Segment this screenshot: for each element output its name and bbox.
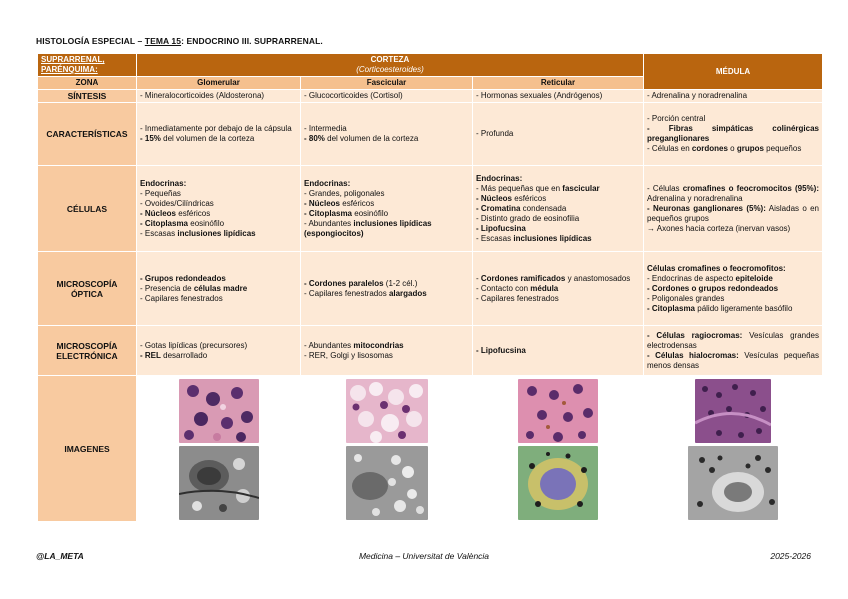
- row-label-microscopia-optica: MICROSCOPÍA ÓPTICA: [38, 252, 137, 326]
- celulas-fascicular: Endocrinas: - Grandes, poligonales - Núcleos esféricos - Citoplasma eosinófilo - Abundantes inclusiones lipídicas (espongiocitos): [301, 166, 473, 252]
- fascicular-electron-image: [346, 446, 428, 520]
- row-label-caracteristicas: CARACTERÍSTICAS: [38, 103, 137, 166]
- caracteristicas-fascicular: - Intermedia - 80% del volumen de la corteza: [301, 103, 473, 166]
- sintesis-reticular: - Hormonas sexuales (Andrógenos): [473, 90, 644, 103]
- imagenes-glomerular: [137, 376, 301, 522]
- reticular-histology-image: [518, 379, 598, 443]
- footer-institution: Medicina – Universitat de València: [358, 551, 490, 561]
- sintesis-glomerular: - Mineralocorticoides (Aldosterona): [137, 90, 301, 103]
- celulas-glomerular: Endocrinas: - Pequeñas - Ovoides/Cilíndricas - Núcleos esféricos - Citoplasma eosinófilo - Escasas inclusiones lipídicas: [137, 166, 301, 252]
- optica-medula: Células cromafines o feocromofitos: - Endocrinas de aspecto epiteloide - Cordones o grupos redondeados - Poligonales grandes - Citoplasma pálido ligeramente basófilo: [644, 252, 823, 326]
- medula-electron-image: [688, 446, 778, 520]
- imagenes-fascicular: [301, 376, 473, 522]
- electronica-fascicular: - Abundantes mitocondrias - RER, Golgi y lisosomas: [301, 326, 473, 376]
- imagenes-reticular: [473, 376, 644, 522]
- medula-header: MÉDULA: [644, 54, 823, 90]
- zone-reticular-header: Reticular: [473, 77, 644, 90]
- fascicular-histology-image: [346, 379, 428, 443]
- row-label-microscopia-electronica: MICROSCOPÍA ELECTRÓNICA: [38, 326, 137, 376]
- glomerular-electron-image: [179, 446, 259, 520]
- zona-label: ZONA: [38, 77, 137, 90]
- sintesis-fascicular: - Glucocorticoides (Cortisol): [301, 90, 473, 103]
- caracteristicas-glomerular: - Inmediatamente por debajo de la cápsula - 15% del volumen de la corteza: [137, 103, 301, 166]
- row-label-celulas: CÉLULAS: [38, 166, 137, 252]
- sintesis-medula: - Adrenalina y noradrenalina: [644, 90, 823, 103]
- zone-fascicular-header: Fascicular: [301, 77, 473, 90]
- glomerular-histology-image: [179, 379, 259, 443]
- optica-fascicular: - Cordones paralelos (1-2 cél.) - Capilares fenestrados alargados: [301, 252, 473, 326]
- electronica-medula: - Células ragiocromas: Vesículas grandes electrodensas - Células hialocromas: Vesículas pequeñas menos densas: [644, 326, 823, 376]
- caracteristicas-medula: - Porción central - Fibras simpáticas colinérgicas preganglionares - Células en cordones o grupos pequeños: [644, 103, 823, 166]
- suprarrenal-table: [37, 53, 823, 522]
- row-label-sintesis: SÍNTESIS: [38, 90, 137, 103]
- footer-year: 2025-2026: [770, 551, 811, 561]
- medula-histology-image: [695, 379, 771, 443]
- zone-glomerular-header: Glomerular: [137, 77, 301, 90]
- electronica-glomerular: - Gotas lipídicas (precursores) - REL desarrollado: [137, 326, 301, 376]
- document-title: HISTOLOGÍA ESPECIAL – TEMA 15: ENDOCRINO III. SUPRARRENAL.: [36, 36, 323, 46]
- imagenes-medula: [644, 376, 823, 522]
- footer-author: @LA_META: [36, 551, 84, 561]
- optica-glomerular: - Grupos redondeados - Presencia de células madre - Capilares fenestrados: [137, 252, 301, 326]
- corner-header: SUPRARRENAL, PARÉNQUIMA:: [38, 54, 137, 77]
- celulas-reticular: Endocrinas: - Más pequeñas que en fascicular - Núcleos esféricos - Cromatina condensada - Distinto grado de eosinofilia - Lipofucsina - Escasas inclusiones lipídicas: [473, 166, 644, 252]
- electronica-reticular: - Lipofucsina: [473, 326, 644, 376]
- reticular-electron-image: [518, 446, 598, 520]
- optica-reticular: - Cordones ramificados y anastomosados - Contacto con médula - Capilares fenestrados: [473, 252, 644, 326]
- caracteristicas-reticular: - Profunda: [473, 103, 644, 166]
- row-label-imagenes: IMAGENES: [38, 376, 137, 522]
- corteza-header: CORTEZA (Corticoesteroides): [137, 54, 644, 77]
- celulas-medula: - Células cromafines o feocromocitos (95%): Adrenalina y noradrenalina - Neuronas ganglionares (5%): Aisladas o en pequeños grupos → Axones hacia corteza (inervan vasos): [644, 166, 823, 252]
